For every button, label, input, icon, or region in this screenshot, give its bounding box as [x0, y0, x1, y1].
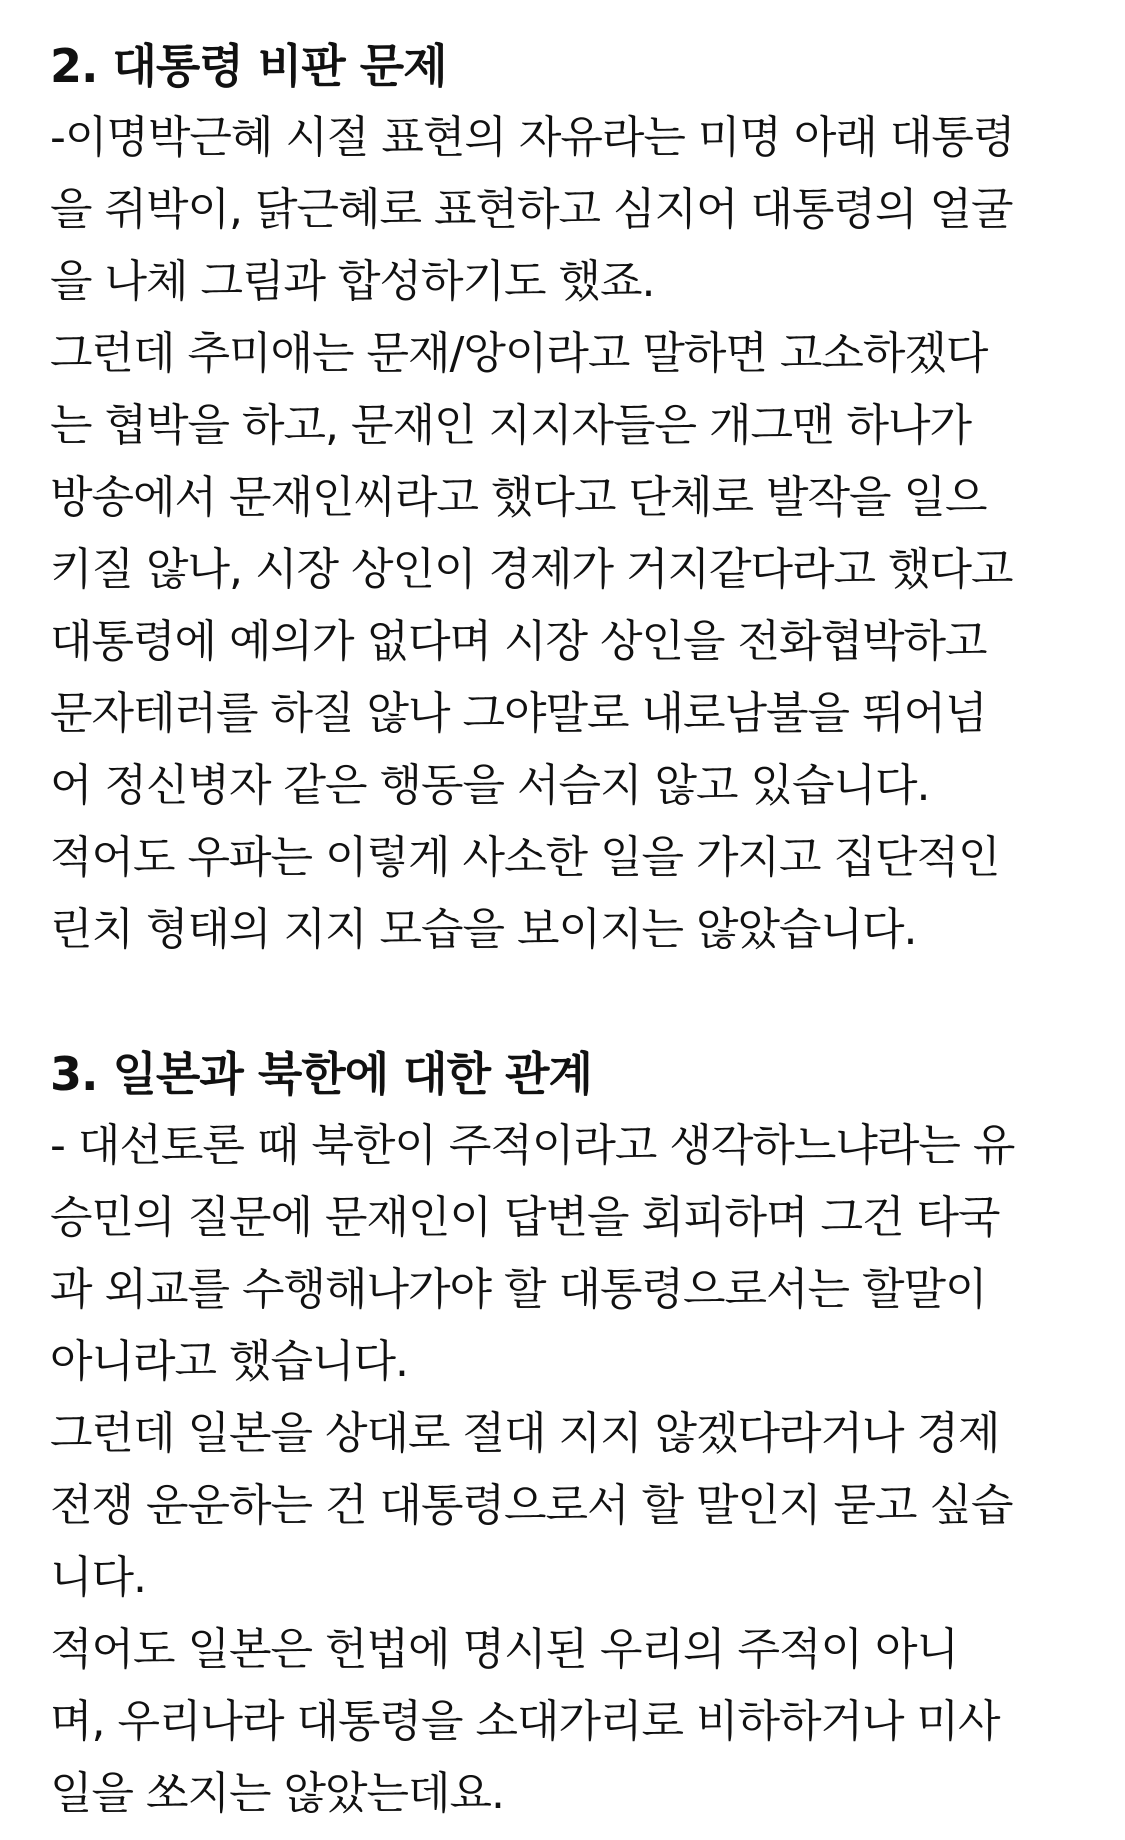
section-title: 3. 일본과 북한에 대한 관계 [50, 1047, 592, 1101]
text-line: 어 정신병자 같은 행동을 서슴지 않고 있습니다. [50, 760, 930, 811]
text-line: - 대선토론 때 북한이 주적이라고 생각하느냐라는 유 [50, 1120, 1015, 1171]
text-line: 니다. [50, 1552, 146, 1603]
text-line: 승민의 질문에 문재인이 답변을 회피하며 그건 타국 [50, 1192, 1000, 1243]
text-line: 키질 않나, 시장 상인이 경제가 거지같다라고 했다고 [50, 544, 1013, 595]
text-line: 며, 우리나라 대통령을 소대가리로 비하하거나 미사 [50, 1696, 1000, 1747]
text-line: 과 외교를 수행해나가야 할 대통령으로서는 할말이 [50, 1264, 987, 1315]
text-line: 적어도 우파는 이렇게 사소한 일을 가지고 집단적인 [50, 832, 1000, 883]
text-line: 일을 쏘지는 않았는데요. [50, 1768, 504, 1819]
text-line: 문자테러를 하질 않나 그야말로 내로남불을 뛰어넘 [50, 688, 987, 739]
text-line: 그런데 추미애는 문재/앙이라고 말하면 고소하겠다 [50, 328, 988, 379]
text-line: 을 나체 그림과 합성하기도 했죠. [50, 256, 655, 307]
text-line: 대통령에 예의가 없다며 시장 상인을 전화협박하고 [50, 616, 987, 667]
section-spacer [50, 966, 1090, 1038]
text-line: 그런데 일본을 상대로 절대 지지 않겠다라거나 경제 [50, 1408, 1000, 1459]
document-body [50, 30, 1090, 1830]
text-line: 는 협박을 하고, 문재인 지지자들은 개그맨 하나가 [50, 400, 971, 451]
text-line: 방송에서 문재인씨라고 했다고 단체로 발작을 일으 [50, 472, 987, 523]
text-line: 전쟁 운운하는 건 대통령으로서 할 말인지 묻고 싶습 [50, 1480, 1013, 1531]
text-line: 아니라고 했습니다. [50, 1336, 409, 1387]
text-line: -이명박근혜 시절 표현의 자유라는 미명 아래 대통령 [50, 112, 1015, 163]
text-line: 적어도 일본은 헌법에 명시된 우리의 주적이 아니 [50, 1624, 958, 1675]
text-line: 린치 형태의 지지 모습을 보이지는 않았습니다. [50, 904, 917, 955]
section-president-criticism [50, 30, 1090, 966]
text-line: 을 쥐박이, 닭근혜로 표현하고 심지어 대통령의 얼굴 [50, 184, 1013, 235]
section-japan-north-korea [50, 1038, 1090, 1830]
section-title: 2. 대통령 비판 문제 [50, 39, 447, 93]
